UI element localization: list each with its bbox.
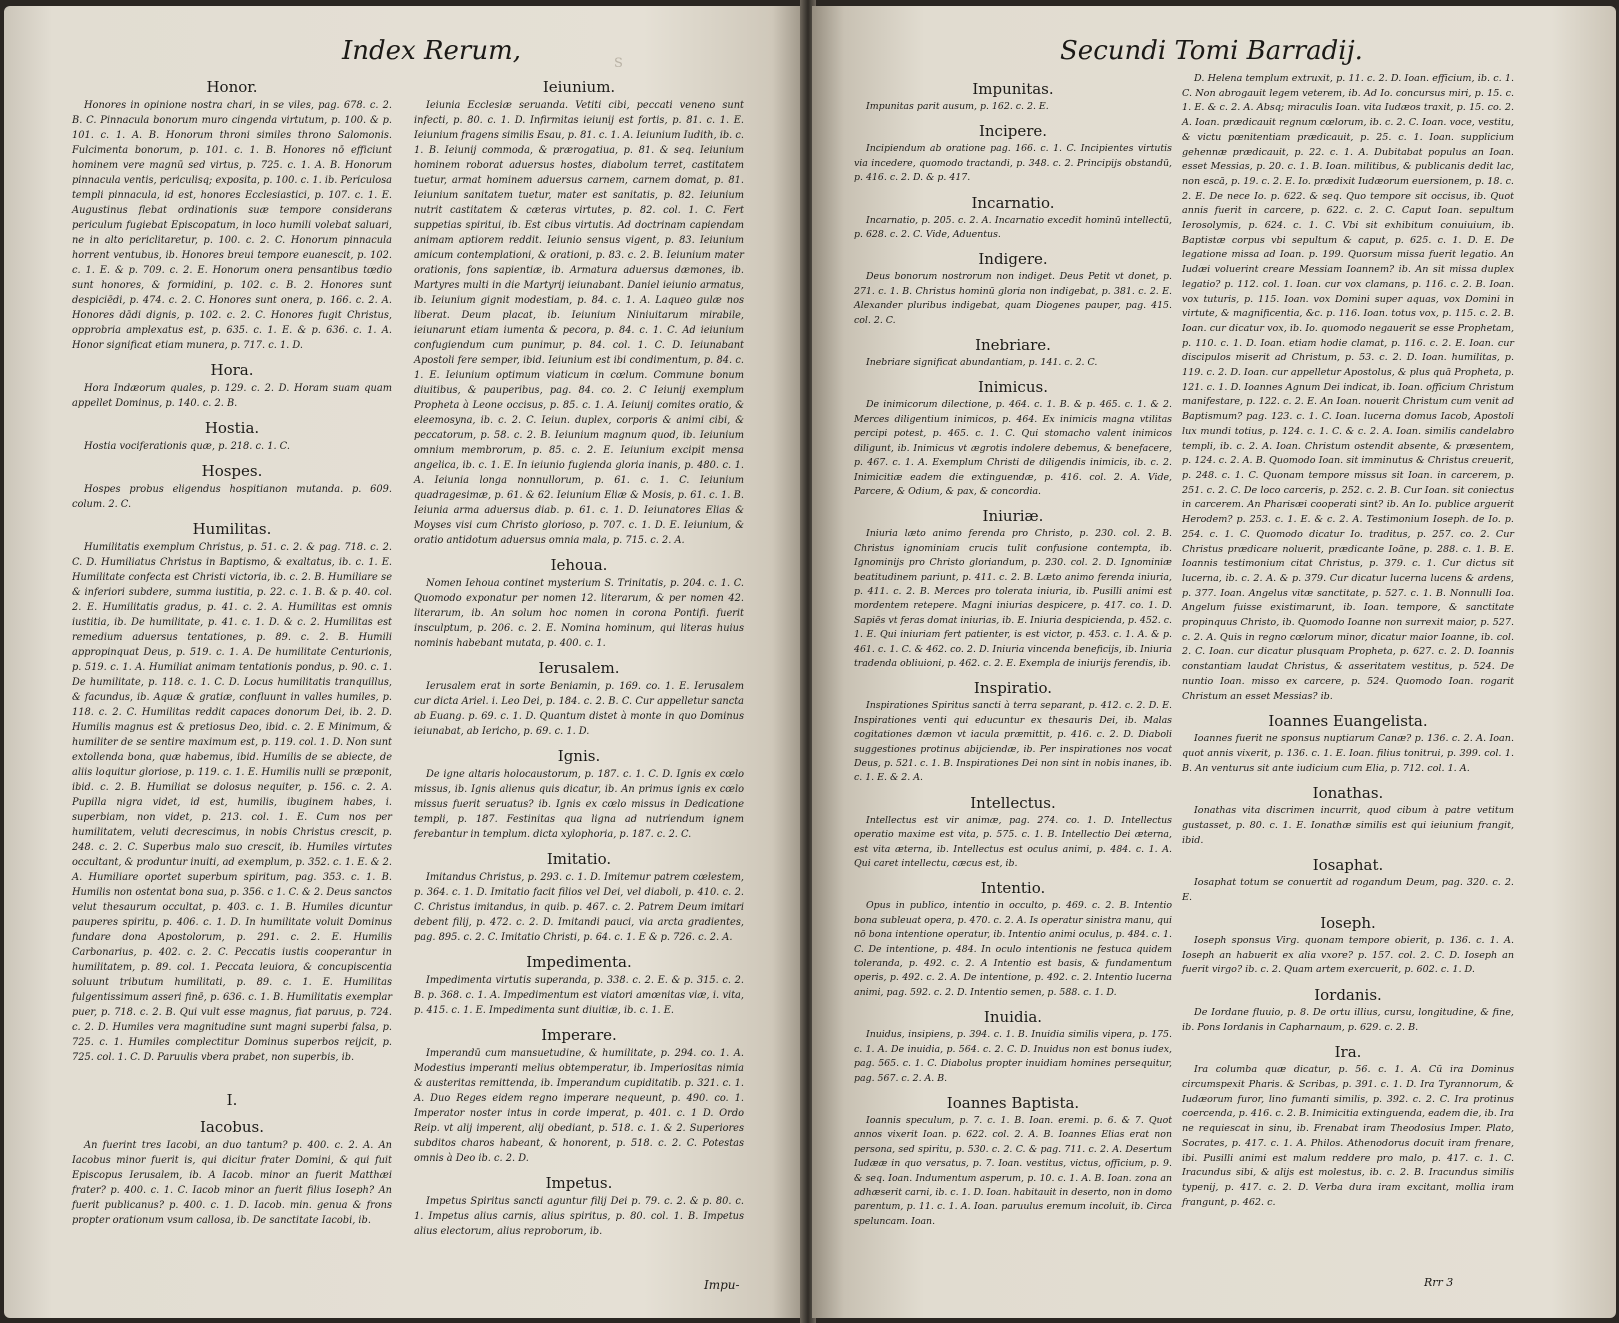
left-column-2 <box>414 70 744 1241</box>
entry-text: Incarnatio, p. 205. c. 2. A. Incarnatio excedit hominū intellectū, p. 628. c. 2. C. Vide, Aduentus. <box>854 214 1172 241</box>
entry-text: Inuidus, insipiens, p. 394. c. 1. B. Inuidia similis vipera, p. 175. c. 1. A. De inuidia, p. 564. c. 2. C. D. Inuidus non est bonus iudex, pag. 565. c. 1. C. Diabolus propter inuidiam homines persequitur, pag. 567. c. 2. A. B. <box>854 1029 1172 1084</box>
entry-text: Incipiendum ab oratione pag. 166. c. 1. C. Incipientes virtutis via incedere, quomodo tractandi, p. 348. c. 2. Principijs obstandū, p. 416. c. 2. D. & p. 417. <box>854 143 1172 184</box>
entry-text: Inspirationes Spiritus sancti à terra separant, p. 412. c. 2. D. E. Inspirationes venti qui educuntur ex thesauris Dei, ib. Malas cogitationes dæmon vt iacula præmittit, p. 416. c. 2. D. Diaboli suggestiones protinus abijciendæ, ib. Per inspirationes nos vocat Deus, p. 521. c. 1. B. Inspirationes Dei non sint in nobis inanes, ib. c. 1. E. & 2. A. <box>854 700 1172 784</box>
entry-heading: Ierusalem. <box>538 659 620 677</box>
entry-text: Honores in opinione nostra chari, in se viles, pag. 678. c. 2. B. C. Pinnacula bonorum muro cingenda virtutum, p. 100. & p. 101. c. 1. A. B. Honorum throni similes throno Salomonis. Fulcimenta bonorum, p. 101. c. 1. B. Honores nō efficiunt hominem vere magnū sed virtus, p. 725. c. 1. A. B. Honorum pinnacula ventis, periculisq; exposita, p. 100. c. 1. ib. Periculosa templi pinnacula, id est, honores Ecclesiastici, p. 107. c. 1. E. Augustinus flebat ordinationis suæ tempore considerans periculum fugiebat Episcopatum, in loco humili volebat saluari, ne in alto periclitaretur, p. 100. c. 2. C. Honorum pinnacula horrent ventubus, ib. Honores breui tempore euanescit, p. 102. c. 1. E. & p. 709. c. 2. E. Honorum onera pensantibus tœdio sunt honores, & formidini, p. 102. c. B. 2. Honores sunt despiciēdi, p. 474. c. 2. C. Honores sunt onera, p. 166. c. 2. A. Honores dādi dignis, p. 102. c. 2. C. Honores fugit Christus, opprobria amplexatus est, p. 635. c. 1. E. & p. 636. c. 1. A. Honor significat etiam munera, p. 717. c. 1. D. <box>72 100 392 351</box>
entry-text: Intellectus est vir animæ, pag. 274. co. 1. D. Intellectus operatio maxime est vita, p. 575. c. 1. B. Intellectio Dei æterna, est vita æterna, ib. Intellectus est oculus animi, p. 484. c. 1. A. Qui caret intellectu, cæcus est, ib. <box>854 814 1172 870</box>
entry-text: An fuerint tres Iacobi, an duo tantum? p. 400. c. 2. A. An Iacobus minor fuerit is, qui dicitur frater Domini, & qui fuit Episcopus Ierusalem, ib. A Iacob. minor an fuerit Matthæi frater? p. 400. c. 1. C. Iacob minor an fuerit filius Ioseph? An fuerit publicanus? p. 400. c. 1. D. Iacob. min. genua & frons propter orationum vsum callosa, ib. De sanctitate Iacobi, ib. <box>72 1140 392 1226</box>
entry-heading: Inebriare. <box>975 336 1051 355</box>
entry-heading: Ionathas. <box>1312 784 1384 803</box>
entry-heading: Hora. <box>210 361 254 379</box>
entry-heading: Hostia. <box>204 419 260 437</box>
entry-heading: Humilitas. <box>192 520 272 538</box>
entry-text: Imitandus Christus, p. 293. c. 1. D. Imitemur patrem cœlestem, p. 364. c. 1. D. Imitatio facit filios vel Dei, vel diaboli, p. 410. c. 2. C. Christus imitandus, in quib. p. 467. c. 2. Patrem Deum imitari debent filij, p. 472. c. 2. D. Imitandi pauci, via arcta gradientes, pag. 895. c. 2. C. Imitatio Christi, p. 64. c. 1. E & p. 726. c. 2. A. <box>414 872 744 943</box>
entry-heading: Hospes. <box>201 462 263 480</box>
entry-heading: Honor. <box>206 78 258 96</box>
entry-text: Ira columba quæ dicatur, p. 56. c. 1. A. Cū ira Dominus circumspexit Pharis. & Scribas, p. 391. c. 1. D. Ira Tyrannorum, & Iudæorum furor, lino fumanti similis, p. 392. c. 2. C. Ira protinus coercenda, p. 416. c. 2. B. Inimicitia extinguenda, eadem die, ib. Ira ne requiescat in sinu, ib. Frenabat iram Theodosius Imper. Plato, Socrates, p. 417. c. 1. A. Philos. Athenodorus docuit iram frenare, ibi. Pusilli animi est malum reddere pro malo, p. 417. c. 1. C. Iracundus sibi, & alijs est molestus, ib. c. 2. B. Iracundus similis typenij, p. 417. c. 2. D. Verba dura iram excitant, mollia iram frangunt, p. 462. c. <box>1182 1064 1514 1208</box>
index-entry <box>414 953 744 1018</box>
entry-text: Impetus Spiritus sancti aguntur filij Dei p. 79. c. 2. & p. 80. c. 1. Impetus alius carnis, alius spiritus, p. 80. col. 1. B. Impetus alius electorum, alius reproborum, ib. <box>414 1196 744 1237</box>
entry-text: Hospes probus eligendus hospitianon mutanda. p. 609. colum. 2. C. <box>72 484 392 510</box>
entry-heading: Ieiunium. <box>542 78 616 96</box>
entry-heading: Impunitas. <box>972 80 1054 98</box>
right-page <box>812 6 1616 1318</box>
entry-heading: Impetus. <box>545 1174 613 1192</box>
running-header-left: Index Rerum, <box>342 36 522 66</box>
entry-text: De igne altaris holocaustorum, p. 187. c. 1. C. D. Ignis ex cœlo missus, ib. Ignis alienus quis dicatur, ib. An primus ignis ex cœlo missus fuerit seruatus? ib. Ignis ex cœlo missus in Dedicatione templi, p. 187. Festinitas qua ligna ad nutriendum ignem ferebantur in templum. dicta xylophoria, p. 187. c. 2. C. <box>414 769 744 840</box>
index-entry <box>854 794 1172 872</box>
entry-text: D. Helena templum extruxit, p. 11. c. 2. D. Ioan. efficium, ib. c. 1. C. Non abrogauit legem veterem, ib. Ad Io. concursus miri, p. 15. c. 1. E. & c. 2. A. Absq; miraculis Ioan. vita Iudæos traxit, p. 15. co. 2. A. Ioan. prædicauit regnum cœlorum, ib. c. 2. C. Ioan. voce, vestitu, & victu pœnitentiam prædicauit, p. 25. c. 1. Ioan. supplicium gehennæ prædicauit, p. 22. c. 1. A. Dubitabat populus an Ioan. esset Messias, p. 20. c. 1. B. Ioan. militibus, & publicanis dedit lac, non escā, p. 19. c. 2. E. Io. prædixit Iudæorum euersionem, p. 18. c. 2. E. De nece Io. p. 622. & seq. Quo tempore sit occisus, ib. Quot annis fuerit in carcere, p. 622. c. 2. C. Caput Ioan. sepultum Ierosolymis, p. 624. c. 1. C. Vbi sit exhibitum conuiuium, ib. Baptistæ corpus vbi sepultum & caput, p. 625. c. 1. D. E. De legatione missa ad Ioan. p. 199. Quorsum missa fuerit legatio. An Iudæi voluerint creare Messiam Ioannem? ib. An sit missa duplex legatio? p. 112. col. 1. Ioan. cur vox clamans, p. 116. c. 2. B. Ioan. vox tuturis, p. 115. Ioan. vox Domini super aquas, vox Domini in virtute, & magnificentia, &c. p. 116. Ioan. totus vox, p. 115. c. 2. B. Ioan. cur dicatur vox, ib. Io. quomodo negauerit se esse Prophetam, p. 110. c. 1. D. Ioan. etiam hodie clamat, p. 116. c. 2. E. Ioan. cur discipulos miserit ad Christum, p. 53. c. 2. D. Ioan. humilitas, p. 119. c. 2. D. Ioan. cur appelletur Apostolus, & plus quā Propheta, p. 121. c. 1. D. Ioannes Agnum Dei indicat, ib. Ioan. officium Christum manifestare, p. 122. c. 2. E. An Ioan. nouerit Christum cum venit ad Baptismum? pag. 123. c. 1. C. Ioan. lucerna domus Iacob, Apostoli lux mundi totius, p. 124. c. 1. C. & c. 2. A. Ioan. similis candelabro templi, ib. c. 2. A. Ioan. Christum ostendit absente, & præsentem, p. 124. c. 2. A. B. Quomodo Ioan. sit imminutus & Christus creuerit, p. 248. c. 1. C. Quonam tempore missus sit Ioan. in carcerem, p. 251. c. 2. C. De loco carceris, p. 252. c. 2. B. Cur Ioan. sit coniectus in carcerem. An Pharisæi cooperati sint? ib. An Io. publice arguerit Herodem? p. 253. c. 1. E. & c. 2. A. Testimonium Ioseph. de Io. p. 254. c. 1. C. Quomodo dicatur Io. traditus, p. 257. co. 2. Cur Christus prædicare noluerit, prædicante Ioāne, p. 288. c. 1. B. E. Ioannis testimonium citat Christus, p. 379. c. 1. Cur dictus sit lucerna, ib. c. 2. A. & p. 379. Cur dicatur lucerna lucens & ardens, p. 377. Ioan. Angelus vitæ sanctitate, p. 527. c. 1. B. Nonnulli Ioa. Angelum fuisse existimarunt, ib. Ioan. tempore, & sanctitate propinquus Christo, ib. Quomodo Ioanne non surrexit maior, p. 527. c. 2. A. Quis in regno cœlorum minor, dicatur maior Ioanne, ib. col. 2. C. Ioan. cur dicatur plusquam Propheta, p. 627. c. 2. D. Ioannis constantiam laudat Christus, & asseritatem vestitus, p. 524. De nuntio Ioan. misso ex carcere, p. 524. Quomodo Ioan. rogarit Christum an esset Messias? ib. <box>1182 73 1514 702</box>
index-entry <box>414 850 744 945</box>
entry-text: Iniuria læto animo ferenda pro Christo, p. 230. col. 2. B. Christus ignominiam crucis tulit confusione contempta, ib. Ignominijs pro Christo gloriandum, p. 230. col. 2. D. Ignominiæ beatitudinem pariunt, p. 411. c. 2. B. Læto animo ferenda iniuria, p. 411. c. 2. B. Merces pro tolerata iniuria, ib. Pusilli animi est mordentem retepere. Magni iniurias despicere, p. 417. co. 1. D. Sapiēs vt feras domat iniurias, ib. E. Iniuria despicienda, p. 452. c. 1. E. Qui iniuriam fert patienter, is est victor, p. 453. c. 1. A. & p. 461. c. 1. C. & 462. co. 2. D. Iniuria vincenda beneficijs, ib. Iniuria tradenda obliuioni, p. 462. c. 2. E. Exempla de iniurijs ferendis, ib. <box>854 528 1172 669</box>
index-entry <box>414 1026 744 1166</box>
entry-text: Opus in publico, intentio in occulto, p. 469. c. 2. B. Intentio bona subleuat opera, p. 470. c. 2. A. Is operatur sinistra manu, qui nō bona intentione operatur, ib. Intentio animi oculus, p. 484. c. 1. C. De intentione, p. 484. In oculo intentionis ne festuca quidem toleranda, p. 492. c. 2. A Intentio est basis, & fundamentum operis, p. 492. c. 2. A. De intentione, p. 492. c. 2. Intentio lucerna animi, pag. 592. c. 2. D. Intentio semen, p. 588. c. 1. D. <box>854 900 1172 998</box>
entry-text: Impedimenta virtutis superanda, p. 338. c. 2. E. & p. 315. c. 2. B. p. 368. c. 1. A. Impedimentum est viatori amœnitas viæ, i. vita, p. 415. c. 1. E. Impedimenta sunt diuitiæ, ib. c. 1. E. <box>414 975 744 1016</box>
index-entry <box>854 679 1172 785</box>
index-entry <box>854 122 1172 185</box>
index-entry <box>414 556 744 651</box>
index-entry <box>854 250 1172 328</box>
entry-heading: Ira. <box>1334 1043 1362 1062</box>
entry-heading: Ioannes Euangelista. <box>1268 712 1428 731</box>
entry-text: Inebriare significat abundantiam, p. 141. c. 2. C. <box>866 357 1098 369</box>
index-entry <box>414 1174 744 1239</box>
entry-text: Iosaphat totum se conuertit ad rogandum Deum, pag. 320. c. 2. E. <box>1182 877 1514 904</box>
catchword: Impu- <box>704 1278 740 1292</box>
entry-text: Ierusalem erat in sorte Beniamin, p. 169. co. 1. E. Ierusalem cur dicta Ariel. i. Leo Dei, p. 184. c. 2. B. C. Cur appelletur sancta ab Euang. p. 69. c. 1. D. Quantum distet à monte in quo Dominus ieiunabat, ab Iericho, p. 69. c. 1. D. <box>414 681 744 737</box>
entry-text: De inimicorum dilectione, p. 464. c. 1. B. & p. 465. c. 1. & 2. Merces diligentium inimicos, p. 464. Ex inimicis magna vtilitas percipi potest, p. 465. c. 1. C. Qui stomacho valent inimicos diligunt, ib. Inimicus vt ægrotis indolere debemus, & benefacere, p. 467. c. 1. A. Exemplum Christi de diligendis inimicis, ib. c. 2. Inimicitiæ eadem die extinguendæ, p. 416. col. 2. A. Vide, Parcere, & Odium, & pax, & concordia. <box>854 399 1172 497</box>
index-entry <box>1182 72 1514 704</box>
entry-text: Ionathas vita discrimen incurrit, quod cibum à patre vetitum gustasset, p. 80. c. 1. E. Ionathæ similis est qui ieiunium frangit, ibid. <box>1182 805 1514 846</box>
index-entry <box>854 1008 1172 1086</box>
entry-text: Humilitatis exemplum Christus, p. 51. c. 2. & pag. 718. c. 2. C. D. Humiliatus Christus in Baptismo, & exaltatus, ib. c. 1. E. Humilitate confecta est Christi victoria, ib. c. 2. B. Humiliare se & inferiori subdere, summa iustitia, p. 22. c. 1. B. & p. 40. col. 2. E. Humilitatis gradus, p. 41. c. 2. A. Humilitas est omnis iustitia, ib. De humilitate, p. 41. c. 1. D. & c. 2. Humilitas est remedium aduersus tentationes, p. 89. c. 2. B. Humili appropinquat Deus, p. 519. c. 1. A. De humilitate Centurionis, p. 519. c. 1. A. Humiliat animam tentationis pondus, p. 90. c. 1. De humilitate, p. 118. c. 1. C. D. Locus humilitatis tranquillus, & facundus, ib. Aquæ & gratiæ, confluunt in valles humiles, p. 118. c. 2. C. Humilitas reddit capaces donorum Dei, ib. 2. D. Humilis magnus est & pretiosus Deo, ibid. c. 2. E Minimum, & humiliter de se sentire maximum est, p. 119. col. 1. D. Non sunt extollenda bona, quæ habemus, ibid. Humilis de se abiecte, de aliis loquitur gloriose, p. 119. c. 1. E. Humilis nulli se præponit, ibid. c. 2. B. Humiliat se dolosus nequiter, p. 156. c. 2. A. Pupilla nigra videt, id est, humilis, ibuginem habes, i. superbiam, non videt, p. 213. col. 1. E. Cum nos per humilitatem, veluti decrescimus, in nobis Christus crescit, p. 248. c. 2. C. Superbus malo suo crescit, ib. Humiles virtutes occultant, & produntur inuiti, ad exemplum, p. 352. c. 1. E. & 2. A. Humiliare oportet superbum spiritum, pag. 353. c. 1. B. Humilis non ostentat bona sua, p. 356. c 1. C. & 2. Deus sanctos velut thesaurum occultat, p. 403. c. 1. B. Humiles dicuntur pauperes spiritu, p. 406. c. 1. D. In humilitate voluit Dominus fundare dona Apostolorum, p. 291. c. 2. E. Humilis Carbonarius, p. 402. c. 2. C. Peccatis iustis cooperantur in humilitatem, p. 89. col. 1. Peccata leuiora, & concupiscentia soluunt tributum humilitati, p. 89. c. 1. E. Humilitas fulgentissimum asseri finē, p. 636. c. 1. B. Humilitatis exemplar puer, p. 718. c. 2. B. Qui vult esse magnus, fiat paruus, p. 724. c. 2. D. Humiles vera magnitudine sunt magni superbi falsa, p. 725. c. 1. Humiles complectitur Dominus superbos reijcit, p. 725. col. 1. C. D. Paruulis vbera prabet, non superbis, ib. <box>72 542 392 1063</box>
running-header-right: Secundi Tomi Barradij. <box>1060 36 1363 66</box>
entry-heading: Ioseph. <box>1320 913 1376 932</box>
entry-heading: Ioannes Baptista. <box>946 1093 1080 1112</box>
entry-heading: Iniuriæ. <box>982 507 1044 526</box>
entry-heading: Iosaphat. <box>1312 856 1384 875</box>
entry-heading: Imperare. <box>541 1026 617 1044</box>
index-entry <box>72 419 392 454</box>
right-column-1 <box>854 72 1172 1231</box>
entry-heading: Incipere. <box>978 122 1048 141</box>
entry-text: Ieiunia Ecclesiæ seruanda. Vetiti cibi, peccati veneno sunt infecti, p. 80. c. 1. D. Infirmitas ieiunij est fortis, p. 81. c. 1. E. Ieiunium fragens similis Esau, p. 81. c. 1. A. Ieiunium Iudith, ib. c. 1. B. Ieiunij commoda, & prærogatiua, p. 81. & seq. Ieiunium hominem roborat aduersus hostes, diabolum terret, castitatem tuetur, armat hominem aduersus carnem, carnem domat, p. 81. Ieiunium sanitatem tuetur, mater est sanitatis, p. 82. Ieiunium nutrit castitatem & cæteras virtutes, p. 82. col. 1. C. Fert suppetias spiritui, ib. Est cibus virtutis. Ad doctrinam capiendam animam aptiorem reddit. Ieiunio sensus vigent, p. 83. Ieiunium amicum contemplationi, & orationi, p. 83. c. 2. B. Ieiunium mater orationis, fons sapientiæ, ib. Armatura aduersus dæmones, ib. Martyres multi in die Martyrij ieiunabant. Daniel ieiunio armatus, ib. Ieiunium gignit modestiam, p. 84. c. 1. A. Laqueo gulæ nos liberat. Deum placat, ib. Ieiunium Niniuitarum mirabile, ieiunarunt etiam iumenta & pecora, p. 84. c. 1. C. Ad ieiunium confugiendum cum punimur, p. 84. col. 1. C. D. Ieiunabant Apostoli fere semper, ibid. Ieiunium est ibi condimentum, p. 84. c. 1. E. Ieiunium optimum viaticum in cœlum. Commune bonum diuitibus, & pauperibus, pag. 84. co. 2. C Ieiunij exemplum Propheta à Leone occisus, p. 85. c. 1. A. Ieiunij comites oratio, & eleemosyna, ib. c. 2. C. Ieiun. duplex, corporis & animi cibi, & peccatorum, p. 58. c. 2. B. Ieiunium magnum quod, ib. Ieiunium omnium membrorum, p. 85. c. 2. E. Ieiunium excipit mensa angelica, ib. c. 1. E. In ieiunio fugienda gloria inanis, p. 480. c. 1. A. Ieiunia longa nonnullorum, p. 61. c. 1. C. Ieiunium quadragesimæ, p. 61. & 62. Ieiunium Eliæ & Mosis, p. 61. c. 1. B. Ieiunia arma aduersus diab. p. 61. c. 1. D. Ieiunatores Elias & Moyses visi cum Christo glorioso, p. 707. c. 1. D. E. Ieiunium, & oratio antidotum aduersus omnia mala, p. 715. c. 2. A. <box>414 100 744 546</box>
index-entry <box>72 520 392 1065</box>
entry-heading: Impedimenta. <box>526 953 632 971</box>
left-page <box>4 6 804 1318</box>
entry-text: Ioannes fuerit ne sponsus nuptiarum Canæ? p. 136. c. 2. A. Ioan. quot annis vixerit, p. 136. c. 1. E. Ioan. filius tonitrui, p. 399. col. 1. B. An venturus sit ante iudicium cum Elia, p. 712. col. 1. A. <box>1182 733 1514 774</box>
entry-heading: Inuidia. <box>983 1008 1043 1027</box>
entry-text: Deus bonorum nostrorum non indiget. Deus Petit vt donet, p. 271. c. 1. B. Christus hominū gloria non indigebat, p. 381. c. 2. E. Alexander pluribus indigebat, quam Diogenes pauper, pag. 415. col. 2. C. <box>854 271 1172 326</box>
entry-heading: Ignis. <box>557 747 601 765</box>
entry-text: Ioannis speculum, p. 7. c. 1. B. Ioan. eremi. p. 6. & 7. Quot annos vixerit Ioan. p. 622. col. 2. A. B. Ioannes Elias erat non persona, sed spiritu, p. 530. c. 2. C. & pag. 711. c. 2. A. Desertum Iudææ in quo versatus, p. 7. Ioan. vestitus, victus, officium, p. 9. & seq. Ioan. Indumentum asperum, p. 10. c. 1. A. B. Ioan. zona an adhæserit carni, ib. c. 1. D. Ioan. habitauit in deserto, non in domo parentum, p. 11. c. 1. A. Ioan. paruulus eremum incoluit, ib. Circa speluncam. Ioan. <box>854 1114 1172 1227</box>
entry-heading: Intellectus. <box>970 793 1056 812</box>
index-entry <box>1182 784 1514 848</box>
index-entry <box>72 462 392 512</box>
index-entry <box>1182 712 1514 776</box>
index-entry <box>1182 1043 1514 1210</box>
index-entry <box>854 194 1172 243</box>
index-entry <box>854 1094 1172 1229</box>
index-entry <box>1182 914 1514 978</box>
index-entry <box>854 879 1172 1000</box>
index-entry <box>1182 856 1514 905</box>
index-entry <box>854 80 1172 114</box>
entry-heading: Indigere. <box>978 250 1048 269</box>
index-entry <box>72 361 392 411</box>
index-entry <box>414 747 744 842</box>
index-entry <box>854 507 1172 671</box>
entry-text: Ioseph sponsus Virg. quonam tempore obierit, p. 136. c. 1. A. Ioseph an habuerit ex alia vxore? p. 157. col. 2. C. D. Ioseph an fuerit virgo? ib. c. 2. Quam artem exercuerit, p. 602. c. 1. D. <box>1182 934 1514 976</box>
bleed-through-text: S <box>614 56 623 71</box>
index-entry <box>854 336 1172 370</box>
entry-text: Nomen Iehoua continet mysterium S. Trinitatis, p. 204. c. 1. C. Quomodo exponatur per nomen 12. literarum, & per nomen 42. literarum, ib. An solum hoc nomen in corona Pontifi. fuerit insculptum, p. 206. c. 2. E. Nomina hominum, qui literas huius nominis habebant mutata, p. 400. c. 1. <box>414 578 744 649</box>
entry-text: Imperandū cum mansuetudine, & humilitate, p. 294. co. 1. A. Modestius imperanti melius obtemperatur, ib. Imperiositas nimia & austeritas remittenda, ib. Imperandum cupiditatib. p. 321. c. 1. A. Duo Reges eidem regno imperare nequeunt, p. 490. co. 1. Imperator noster intus in corde imperat, p. 401. c. 1 D. Ordo Reip. vt alij imperent, alij obediant, p. 518. c. 1. & 2. Superiores subditos charos habeant, & honorent, p. 518. c. 2. C. Potestas omnis à Deo ib. c. 2. D. <box>414 1048 744 1164</box>
index-entry <box>72 1118 392 1228</box>
index-entry <box>414 78 744 548</box>
entry-text: Hostia vociferationis quæ, p. 218. c. 1. C. <box>84 441 290 452</box>
entry-heading: Incarnatio. <box>971 193 1055 212</box>
signature-mark: Rrr 3 <box>1424 1276 1454 1289</box>
entry-heading: Inspiratio. <box>973 679 1053 698</box>
right-column-2 <box>1182 72 1514 1212</box>
entry-text: Hora Indæorum quales, p. 129. c. 2. D. Horam suam quam appellet Dominus, p. 140. c. 2. B. <box>72 383 392 409</box>
entry-heading: Iehoua. <box>550 556 608 574</box>
entry-heading: Intentio. <box>980 879 1046 898</box>
index-entry <box>1182 986 1514 1035</box>
index-entry <box>414 659 744 739</box>
left-column-1 <box>72 70 392 1230</box>
index-entry <box>854 378 1172 499</box>
entry-heading: Iacobus. <box>199 1118 265 1136</box>
entry-heading: Imitatio. <box>546 850 612 868</box>
entry-text: De Iordane fluuio, p. 8. De ortu illius, cursu, longitudine, & fine, ib. Pons Iordanis in Capharnaum, p. 629. c. 2. B. <box>1182 1006 1514 1033</box>
entry-heading: Inimicus. <box>978 378 1048 397</box>
entry-heading: Iordanis. <box>1314 985 1382 1004</box>
entry-text: Impunitas parit ausum, p. 162. c. 2. E. <box>866 101 1049 112</box>
index-entry <box>72 78 392 353</box>
section-letter: I. <box>226 1091 238 1109</box>
